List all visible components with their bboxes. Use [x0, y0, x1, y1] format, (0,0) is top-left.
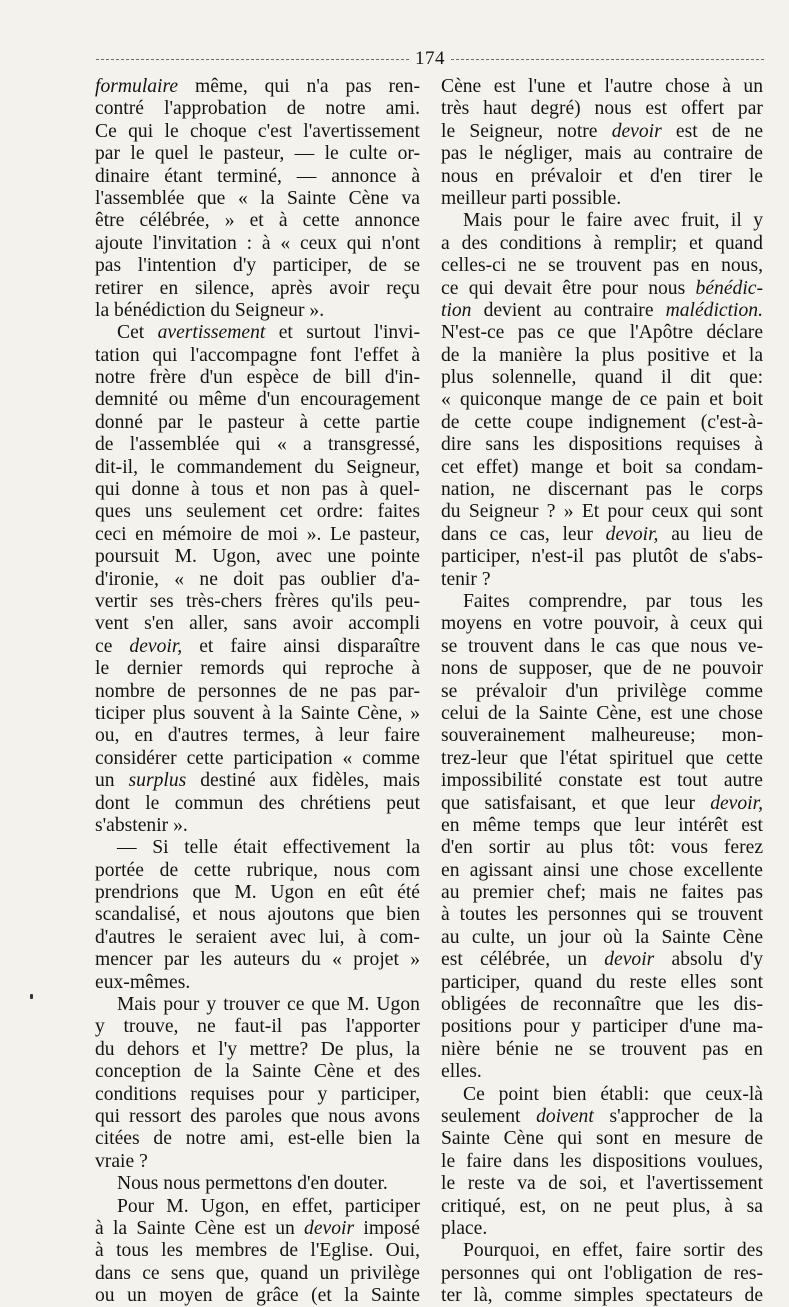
text-line: d'en sortir au plus tôt: vous ferez — [441, 837, 763, 859]
text-line: qui donne à tous et non pas à quel- — [95, 479, 420, 501]
text-line: nombre de personnes de ne pas par- — [95, 680, 420, 702]
text-line: nons de supposer, que de ne pouvoir — [441, 658, 763, 680]
text-line: ce devoir, et faire ainsi disparaître — [95, 635, 420, 657]
text-line: celles-ci ne se trouvent pas en nous, — [441, 255, 763, 277]
text-line: N'est-ce pas ce que l'Apôtre déclare — [441, 322, 763, 344]
text-line: l'assemblée que « la Sainte Cène va — [95, 187, 420, 209]
text-line: tenir ? — [441, 568, 491, 590]
text-line: scandalisé, et nous ajoutons que bien — [95, 904, 420, 926]
text-line: notre frère d'un espèce de bill d'in- — [95, 367, 420, 389]
text-line: que satisfaisant, et que leur devoir, — [441, 792, 763, 814]
header-rule-left — [96, 59, 409, 60]
text-line: Mais pour y trouver ce que M. Ugon — [117, 994, 420, 1016]
text-line: meilleur parti possible. — [441, 187, 622, 209]
text-line: la bénédiction du Seigneur ». — [95, 299, 325, 321]
text-line: portée de cette rubrique, nous com — [95, 859, 420, 881]
text-line: le Seigneur, notre devoir est de ne — [441, 120, 763, 142]
page-number: 174 — [415, 48, 445, 69]
text-line: très haut degré) nous est offert par — [441, 98, 763, 120]
right-text-column — [441, 76, 763, 1307]
text-line: au premier chef; mais ne faites pas — [441, 882, 763, 904]
text-line: dire sans les dispositions requises à — [441, 434, 763, 456]
text-line: donné par le pasteur à cette partie — [95, 411, 420, 433]
text-line: dinaire étant terminé, — annonce à — [95, 165, 420, 187]
text-line: prendrions que M. Ugon en eût été — [95, 882, 420, 904]
text-line: ce qui devait être pour nous bénédic- — [441, 277, 763, 299]
text-line: ticiper plus souvent à la Sainte Cène, » — [95, 702, 420, 724]
text-line: à toutes les personnes qui se trouvent — [441, 904, 763, 926]
text-line: mencer par les auteurs du « projet » — [95, 949, 420, 971]
text-line: en agissant ainsi une chose excellente — [441, 859, 763, 881]
text-line: retirer en silence, après avoir reçu — [95, 277, 420, 299]
text-line: Pour M. Ugon, en effet, participer — [117, 1195, 420, 1217]
text-line: de la manière la plus positive et la — [441, 344, 763, 366]
text-line: Pourquoi, en effet, faire sortir des — [463, 1240, 763, 1262]
text-line: a des conditions à remplir; et quand — [441, 232, 763, 254]
text-line: dans ce sens que, quand un privilège — [95, 1262, 420, 1284]
text-line: considérer cette participation « comme — [95, 747, 420, 769]
text-line: le dernier remords qui reproche à — [95, 658, 420, 680]
text-line: obligées de reconnaître que les dis- — [441, 994, 763, 1016]
text-line: y trouve, ne faut-il pas l'apporter — [95, 1016, 420, 1038]
text-line: plus solennelle, quand il dit que: — [441, 367, 763, 389]
text-line: trez-leur que l'état spirituel que cette — [441, 747, 763, 769]
text-line: dont le commun des chrétiens peut — [95, 792, 420, 814]
text-line: par le quel le pasteur, — le culte or- — [95, 143, 420, 165]
text-line: souverainement malheureuse; mon- — [441, 725, 763, 747]
text-line: un surplus destiné aux fidèles, mais — [95, 770, 420, 792]
text-line: poursuit M. Ugon, avec une pointe — [95, 546, 420, 568]
text-line: Ce point bien établi: que ceux-là — [463, 1083, 763, 1105]
left-text-column — [95, 76, 420, 1307]
text-line: nous en prévaloir et d'en tirer le — [441, 165, 763, 187]
text-line: pas le négliger, mais au contraire de — [441, 143, 763, 165]
text-line: ou un moyen de grâce (et la Sainte — [95, 1285, 420, 1307]
text-line: ter là, comme simples spectateurs de — [441, 1285, 763, 1307]
text-line: se trouvent dans le cas que nous ve- — [441, 635, 763, 657]
text-line: se prévaloir d'un privilège comme — [441, 680, 763, 702]
text-line: impossibilité constate est tout autre — [441, 770, 763, 792]
text-line: conception de la Sainte Cène et des — [95, 1061, 420, 1083]
text-line: pas l'intention d'y participer, de se — [95, 255, 420, 277]
text-line: nière bénie ne se trouvent pas en — [441, 1038, 763, 1060]
text-line: à la Sainte Cène est un devoir imposé — [95, 1217, 420, 1239]
text-line: du dehors et l'y mettre? De plus, la — [95, 1038, 420, 1060]
text-line: place. — [441, 1217, 488, 1239]
text-line: est célébrée, un devoir absolu d'y — [441, 949, 763, 971]
text-line: Cet avertissement et surtout l'invi- — [117, 322, 420, 344]
text-line: ou, en d'autres termes, à leur faire — [95, 725, 420, 747]
text-line: elles. — [441, 1061, 482, 1083]
running-header — [96, 46, 764, 72]
text-line: cet effet) mange et boit sa condam- — [441, 456, 763, 478]
text-line: ceci en mémoire de moi ». Le pasteur, — [95, 523, 420, 545]
text-line: d'autres le seraient avec lui, à com- — [95, 926, 420, 948]
text-line: personnes qui ont l'obligation de res- — [441, 1262, 763, 1284]
text-line: de l'assemblée qui « a transgressé, — [95, 434, 420, 456]
text-line: critiqué, est, on ne peut plus, à sa — [441, 1195, 763, 1217]
text-line: citées de notre ami, est-elle bien la — [95, 1128, 420, 1150]
text-line: vraie ? — [95, 1150, 148, 1172]
text-line: positions pour y participer d'une ma- — [441, 1016, 763, 1038]
text-line: en même temps que leur intérêt est — [441, 814, 763, 836]
margin-ink-mark — [30, 994, 33, 999]
text-line: — Si telle était effectivement la — [117, 837, 420, 859]
text-line: vertir ses très-chers frères qu'ils peu- — [95, 590, 420, 612]
text-line: conditions requises pour y participer, — [95, 1083, 420, 1105]
text-line: Sainte Cène qui sont en mesure de — [441, 1128, 763, 1150]
text-line: dit-il, le commandement du Seigneur, — [95, 456, 420, 478]
text-line: à tous les membres de l'Eglise. Oui, — [95, 1240, 420, 1262]
text-line: du Seigneur ? » Et pour ceux qui sont — [441, 501, 763, 523]
text-line: Ce qui le choque c'est l'avertissement — [95, 120, 420, 142]
text-line: être célébrée, » et à cette annonce — [95, 210, 420, 232]
text-line: tion devient au contraire malédiction. — [441, 299, 763, 321]
text-line: le faire dans les dispositions voulues, — [441, 1150, 763, 1172]
text-line: Nous nous permettons d'en douter. — [117, 1173, 388, 1195]
text-line: demnité ou même d'un encouragement — [95, 389, 420, 411]
text-line: celui de la Sainte Cène, est une chose — [441, 702, 763, 724]
text-line: le reste va de soi, et l'avertissement — [441, 1173, 763, 1195]
text-line: Faites comprendre, par tous les — [463, 590, 763, 612]
text-line: eux-mêmes. — [95, 971, 191, 993]
text-line: contré l'approbation de notre ami. — [95, 98, 420, 120]
text-line: seulement doivent s'approcher de la — [441, 1105, 763, 1127]
text-line: nation, ne discernant pas le corps — [441, 479, 763, 501]
text-line: Mais pour le faire avec fruit, il y — [463, 210, 763, 232]
text-line: formulaire même, qui n'a pas ren- — [95, 76, 420, 97]
text-line: participer, n'est-il pas plutôt de s'abs- — [441, 546, 763, 568]
text-line: Cène est l'une et l'autre chose à un — [441, 76, 763, 97]
text-line: moyens en votre pouvoir, à ceux qui — [441, 613, 763, 635]
text-line: s'abstenir ». — [95, 814, 188, 836]
text-line: au culte, un jour où la Sainte Cène — [441, 926, 763, 948]
header-rule-right — [451, 59, 764, 60]
text-line: ajoute l'invitation : à « ceux qui n'ont — [95, 232, 420, 254]
text-line: vent s'en aller, sans avoir accompli — [95, 613, 420, 635]
text-line: qui ressort des paroles que nous avons — [95, 1105, 420, 1127]
text-line: participer, quand du reste elles sont — [441, 971, 763, 993]
text-line: ques uns seulement cet ordre: faites — [95, 501, 420, 523]
text-line: « quiconque mange de ce pain et boit — [441, 389, 763, 411]
text-line: tation qui l'accompagne font l'effet à — [95, 344, 420, 366]
text-line: dans ce cas, leur devoir, au lieu de — [441, 523, 763, 545]
text-line: de cette coupe indignement (c'est-à- — [441, 411, 763, 433]
text-line: d'ironie, « ne doit pas oublier d'a- — [95, 568, 420, 590]
